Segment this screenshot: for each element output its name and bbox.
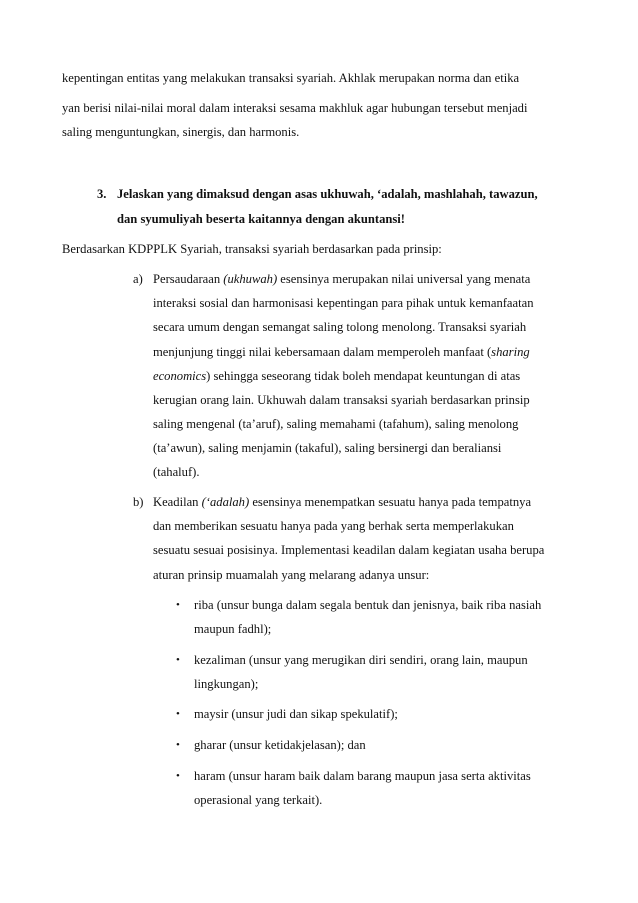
bullet-5-line-2: operasional yang terkait). [194,793,323,807]
bullet-icon: • [176,599,180,611]
question-line-1: Jelaskan yang dimaksud dengan asas ukhuwah, ‘adalah, mashlahah, tawazun, [117,187,538,201]
bullet-5-line-1: haram (unsur haram baik dalam barang maupun jasa serta aktivitas [194,769,531,783]
item-a-line-3: secara umum dengan semangat saling tolong menolong. Transaksi syariah [153,320,527,334]
bullet-icon: • [176,739,180,751]
question-number: 3. [97,187,107,201]
item-b-line-3: sesuatu sesuai posisinya. Implementasi keadilan dalam kegiatan usaha berupa [153,543,545,557]
item-a-line-4: menjunjung tinggi nilai kebersamaan dalam memperoleh manfaat (sharing [153,345,530,359]
item-b-line-1: Keadilan (‘adalah) esensinya menempatkan sesuatu hanya pada tempatnya [153,495,532,509]
bullet-icon: • [176,770,180,782]
intro-line-3: saling menguntungkan, sinergis, dan harmonis. [62,125,300,139]
item-a-line-1: Persaudaraan (ukhuwah) esensinya merupakan nilai universal yang menata [153,272,531,286]
bullet-1-line-1: riba (unsur bunga dalam segala bentuk dan jenisnya, baik riba nasiah [194,598,542,612]
bullet-3-line-1: maysir (unsur judi dan sikap spekulatif); [194,707,398,721]
bullet-2-line-1: kezaliman (unsur yang merugikan diri sendiri, orang lain, maupun [194,653,528,667]
intro-line-2: yan berisi nilai-nilai moral dalam interaksi sesama makhluk agar hubungan tersebut menjadi [62,101,528,115]
answer-intro: Berdasarkan KDPPLK Syariah, transaksi syariah berdasarkan pada prinsip: [62,242,442,256]
item-a-line-6: kerugian orang lain. Ukhuwah dalam transaksi syariah berdasarkan prinsip [153,393,530,407]
bullet-1-line-2: maupun fadhl); [194,622,272,636]
item-b-term: (‘adalah) [201,495,250,509]
item-a-line-2: interaksi sosial dan harmonisasi kepentingan para pihak untuk kemanfaatan [153,296,534,310]
item-b-line-4: aturan prinsip muamalah yang melarang adanya unsur: [153,568,430,582]
bullet-icon: • [176,654,180,666]
item-b-line-2: dan memberikan sesuatu hanya pada yang berhak serta memperlakukan [153,519,514,533]
bullet-icon: • [176,708,180,720]
bullet-4-line-1: gharar (unsur ketidakjelasan); dan [194,738,366,752]
item-b-marker: b) [133,495,144,509]
item-a-line-8: (ta’awun), saling menjamin (takaful), saling bersinergi dan beraliansi [153,441,502,455]
bullet-2-line-2: lingkungan); [194,677,259,691]
item-a-marker: a) [133,272,143,286]
question-line-2: dan syumuliyah beserta kaitannya dengan akuntansi! [117,212,405,226]
item-a-line-7: saling mengenal (ta’aruf), saling memahami (tafahum), saling menolong [153,417,519,431]
intro-line-1: kepentingan entitas yang melakukan transaksi syariah. Akhlak merupakan norma dan etika [62,71,520,85]
item-a-line-5: economics) sehingga seseorang tidak boleh mendapat keuntungan di atas [153,369,521,383]
item-a-term: (ukhuwah) [223,272,278,286]
item-a-line-9: (tahaluf). [153,465,200,479]
